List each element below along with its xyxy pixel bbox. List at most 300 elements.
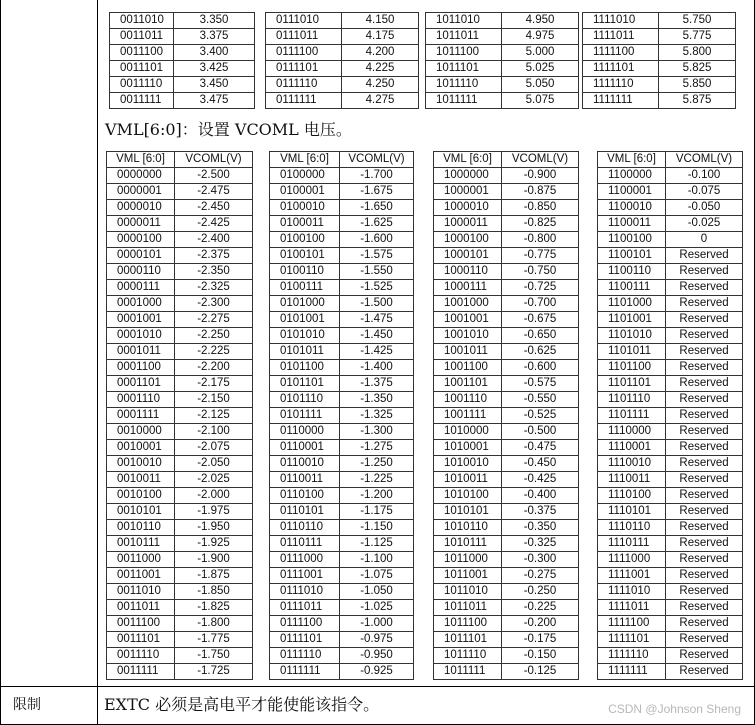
table-row <box>434 616 579 632</box>
table-row <box>110 93 255 109</box>
table-row <box>434 328 579 344</box>
value-cell: -1.950 <box>175 520 253 536</box>
value-cell: Reserved <box>666 328 743 344</box>
table-row <box>434 488 579 504</box>
code-cell: 1101111 <box>598 408 666 424</box>
table-row <box>107 552 253 568</box>
value-cell: -0.700 <box>502 296 579 312</box>
value-cell: -1.300 <box>340 424 414 440</box>
table-row <box>107 424 253 440</box>
code-cell: 1011010 <box>434 584 502 600</box>
table-row <box>270 424 414 440</box>
table-row <box>270 408 414 424</box>
value-cell: Reserved <box>666 616 743 632</box>
value-cell: Reserved <box>666 552 743 568</box>
table-row <box>107 456 253 472</box>
value-cell: -2.300 <box>175 296 253 312</box>
table-row <box>270 184 414 200</box>
table-row <box>583 29 736 45</box>
value-cell: -1.675 <box>340 184 414 200</box>
code-cell: 0111111 <box>266 93 342 109</box>
code-cell: 0100111 <box>270 280 340 296</box>
table-row <box>426 13 579 29</box>
value-cell: 4.975 <box>502 29 579 45</box>
value-cell: -1.450 <box>340 328 414 344</box>
code-cell: 1101011 <box>598 344 666 360</box>
table-row <box>598 584 743 600</box>
table-row <box>598 184 743 200</box>
value-cell: 5.775 <box>659 29 736 45</box>
code-cell: 0111010 <box>270 584 340 600</box>
code-cell: 0111101 <box>270 632 340 648</box>
header-code: VML [6:0] <box>270 152 340 168</box>
value-cell: -0.800 <box>502 232 579 248</box>
code-cell: 1111110 <box>598 648 666 664</box>
code-cell: 0111000 <box>270 552 340 568</box>
value-cell: -1.875 <box>175 568 253 584</box>
value-cell: 5.800 <box>659 45 736 61</box>
value-cell: 5.050 <box>502 77 579 93</box>
code-cell: 1011000 <box>434 552 502 568</box>
code-cell: 1111001 <box>598 568 666 584</box>
table-row <box>110 61 255 77</box>
code-cell: 1111100 <box>583 45 659 61</box>
value-cell: -2.100 <box>175 424 253 440</box>
code-cell: 0011010 <box>107 584 175 600</box>
code-cell: 1001000 <box>434 296 502 312</box>
value-cell: -1.475 <box>340 312 414 328</box>
top-table-4 <box>582 12 736 109</box>
code-cell: 1000100 <box>434 232 502 248</box>
code-cell: 1000000 <box>434 168 502 184</box>
value-cell: Reserved <box>666 472 743 488</box>
table-row <box>270 216 414 232</box>
value-cell: Reserved <box>666 632 743 648</box>
code-cell: 0111110 <box>266 77 342 93</box>
code-cell: 1100000 <box>598 168 666 184</box>
code-cell: 0101110 <box>270 392 340 408</box>
code-cell: 0010111 <box>107 536 175 552</box>
code-cell: 0001110 <box>107 392 175 408</box>
value-cell: Reserved <box>666 600 743 616</box>
code-cell: 0011101 <box>107 632 175 648</box>
value-cell: -2.225 <box>175 344 253 360</box>
table-row <box>107 488 253 504</box>
table-row <box>598 200 743 216</box>
code-cell: 0000111 <box>107 280 175 296</box>
table-row <box>107 504 253 520</box>
table-row <box>434 424 579 440</box>
header-code: VML [6:0] <box>434 152 502 168</box>
table-row <box>598 504 743 520</box>
table-row <box>110 77 255 93</box>
table-row <box>434 456 579 472</box>
limit-label: 限制 <box>13 697 41 713</box>
table-row <box>270 536 414 552</box>
code-cell: 0011000 <box>107 552 175 568</box>
value-cell: -1.375 <box>340 376 414 392</box>
table-row <box>434 296 579 312</box>
table-row <box>434 584 579 600</box>
table-row <box>426 29 579 45</box>
code-cell: 1011101 <box>434 632 502 648</box>
value-cell: -2.125 <box>175 408 253 424</box>
table-row <box>270 264 414 280</box>
code-cell: 1001101 <box>434 376 502 392</box>
code-cell: 1010110 <box>434 520 502 536</box>
code-cell: 1010011 <box>434 472 502 488</box>
code-cell: 1101000 <box>598 296 666 312</box>
value-cell: -1.400 <box>340 360 414 376</box>
table-row <box>434 520 579 536</box>
value-cell: Reserved <box>666 360 743 376</box>
table-row <box>270 200 414 216</box>
code-cell: 0001011 <box>107 344 175 360</box>
code-cell: 0000100 <box>107 232 175 248</box>
code-cell: 1110100 <box>598 488 666 504</box>
value-cell: -0.225 <box>502 600 579 616</box>
table-row <box>434 392 579 408</box>
value-cell: 3.425 <box>174 61 255 77</box>
value-cell: -1.025 <box>340 600 414 616</box>
table-row <box>107 632 253 648</box>
value-cell: 4.200 <box>342 45 419 61</box>
value-cell: -0.350 <box>502 520 579 536</box>
table-row <box>598 520 743 536</box>
table-row <box>107 280 253 296</box>
table-row <box>598 232 743 248</box>
code-cell: 0010110 <box>107 520 175 536</box>
code-cell: 1100110 <box>598 264 666 280</box>
value-cell: -0.325 <box>502 536 579 552</box>
value-cell: -1.225 <box>340 472 414 488</box>
value-cell: -2.250 <box>175 328 253 344</box>
code-cell: 0000000 <box>107 168 175 184</box>
value-cell: -1.275 <box>340 440 414 456</box>
table-row <box>107 200 253 216</box>
code-cell: 1101100 <box>598 360 666 376</box>
value-cell: -0.725 <box>502 280 579 296</box>
code-cell: 1101001 <box>598 312 666 328</box>
value-cell: Reserved <box>666 248 743 264</box>
table-row <box>434 264 579 280</box>
value-cell: -0.050 <box>666 200 743 216</box>
code-cell: 1011110 <box>426 77 502 93</box>
table-row <box>598 440 743 456</box>
value-cell: -0.100 <box>666 168 743 184</box>
code-cell: 0010100 <box>107 488 175 504</box>
code-cell: 1000111 <box>434 280 502 296</box>
code-cell: 0110000 <box>270 424 340 440</box>
code-cell: 1100001 <box>598 184 666 200</box>
value-cell: -0.600 <box>502 360 579 376</box>
value-cell: -0.525 <box>502 408 579 424</box>
value-cell: 5.750 <box>659 13 736 29</box>
table-row <box>434 376 579 392</box>
table-row <box>426 77 579 93</box>
code-cell: 0001111 <box>107 408 175 424</box>
code-cell: 1000001 <box>434 184 502 200</box>
value-cell: 4.150 <box>342 13 419 29</box>
code-cell: 0101011 <box>270 344 340 360</box>
code-cell: 1011010 <box>426 13 502 29</box>
code-cell: 1100111 <box>598 280 666 296</box>
value-cell: Reserved <box>666 440 743 456</box>
code-cell: 0111111 <box>270 664 340 680</box>
code-cell: 1001110 <box>434 392 502 408</box>
value-cell: Reserved <box>666 456 743 472</box>
value-cell: -1.325 <box>340 408 414 424</box>
table-row <box>583 13 736 29</box>
table-row <box>598 536 743 552</box>
value-cell: -0.625 <box>502 344 579 360</box>
value-cell: -1.625 <box>340 216 414 232</box>
value-cell: -0.500 <box>502 424 579 440</box>
table-row <box>598 488 743 504</box>
code-cell: 0101010 <box>270 328 340 344</box>
code-cell: 0100010 <box>270 200 340 216</box>
table-row <box>598 424 743 440</box>
value-cell: Reserved <box>666 520 743 536</box>
value-cell: -1.775 <box>175 632 253 648</box>
table-row <box>270 472 414 488</box>
value-cell: -1.975 <box>175 504 253 520</box>
header-value: VCOML(V) <box>175 152 253 168</box>
table-row <box>107 296 253 312</box>
table-row <box>270 488 414 504</box>
table-row <box>107 392 253 408</box>
value-cell: -1.425 <box>340 344 414 360</box>
code-cell: 1011011 <box>426 29 502 45</box>
table-row <box>598 600 743 616</box>
table-row <box>270 248 414 264</box>
table-row <box>107 472 253 488</box>
code-cell: 1110011 <box>598 472 666 488</box>
code-cell: 1111010 <box>583 13 659 29</box>
table-row <box>107 664 253 680</box>
value-cell: 5.850 <box>659 77 736 93</box>
top-table-2 <box>265 12 419 109</box>
value-cell: -1.575 <box>340 248 414 264</box>
code-cell: 0011010 <box>110 13 174 29</box>
code-cell: 0110110 <box>270 520 340 536</box>
table-row <box>107 568 253 584</box>
table-row <box>598 248 743 264</box>
value-cell: -0.250 <box>502 584 579 600</box>
code-cell: 1111111 <box>598 664 666 680</box>
code-cell: 1010010 <box>434 456 502 472</box>
value-cell: -1.175 <box>340 504 414 520</box>
table-row <box>270 344 414 360</box>
code-cell: 0110111 <box>270 536 340 552</box>
value-cell: -2.275 <box>175 312 253 328</box>
code-cell: 1111011 <box>583 29 659 45</box>
value-cell: -0.750 <box>502 264 579 280</box>
code-cell: 1010101 <box>434 504 502 520</box>
value-cell: 3.350 <box>174 13 255 29</box>
table-row <box>598 408 743 424</box>
vml-table-4 <box>597 151 743 680</box>
value-cell: -2.050 <box>175 456 253 472</box>
code-cell: 0101001 <box>270 312 340 328</box>
table-row <box>434 248 579 264</box>
code-cell: 1110110 <box>598 520 666 536</box>
value-cell: -0.900 <box>502 168 579 184</box>
table-row <box>110 29 255 45</box>
code-cell: 0001000 <box>107 296 175 312</box>
code-cell: 1011111 <box>434 664 502 680</box>
code-cell: 1110010 <box>598 456 666 472</box>
value-cell: -0.650 <box>502 328 579 344</box>
value-cell: -2.450 <box>175 200 253 216</box>
table-row <box>266 13 419 29</box>
table-row <box>583 61 736 77</box>
value-cell: Reserved <box>666 664 743 680</box>
code-cell: 0111011 <box>270 600 340 616</box>
code-cell: 0011101 <box>110 61 174 77</box>
value-cell: -0.400 <box>502 488 579 504</box>
table-row <box>426 93 579 109</box>
table-row <box>434 536 579 552</box>
table-row <box>270 664 414 680</box>
table-row <box>266 29 419 45</box>
value-cell: -1.800 <box>175 616 253 632</box>
limit-text: EXTC 必须是高电平才能使能该指令。 <box>104 695 380 714</box>
value-cell: -0.950 <box>340 648 414 664</box>
value-cell: -0.825 <box>502 216 579 232</box>
code-cell: 1101010 <box>598 328 666 344</box>
code-cell: 1001011 <box>434 344 502 360</box>
table-row <box>434 312 579 328</box>
value-cell: -1.550 <box>340 264 414 280</box>
table-row <box>598 616 743 632</box>
table-row <box>434 472 579 488</box>
code-cell: 1101110 <box>598 392 666 408</box>
code-cell: 1011100 <box>434 616 502 632</box>
value-cell: 4.250 <box>342 77 419 93</box>
value-cell: Reserved <box>666 504 743 520</box>
table-row <box>270 312 414 328</box>
table-row <box>598 664 743 680</box>
table-row <box>598 328 743 344</box>
value-cell: -0.775 <box>502 248 579 264</box>
table-row <box>266 61 419 77</box>
code-cell: 0010001 <box>107 440 175 456</box>
table-row <box>583 77 736 93</box>
value-cell: -2.025 <box>175 472 253 488</box>
code-cell: 1111011 <box>598 600 666 616</box>
table-row <box>598 632 743 648</box>
table-row <box>434 632 579 648</box>
header-code: VML [6:0] <box>598 152 666 168</box>
value-cell: -1.100 <box>340 552 414 568</box>
table-row <box>434 360 579 376</box>
table-row <box>434 200 579 216</box>
code-cell: 1100010 <box>598 200 666 216</box>
code-cell: 0100000 <box>270 168 340 184</box>
table-row <box>107 600 253 616</box>
code-cell: 1000101 <box>434 248 502 264</box>
code-cell: 1011111 <box>426 93 502 109</box>
code-cell: 1111000 <box>598 552 666 568</box>
value-cell: -1.750 <box>175 648 253 664</box>
code-cell: 1110111 <box>598 536 666 552</box>
value-cell: Reserved <box>666 424 743 440</box>
table-row <box>434 648 579 664</box>
header-code: VML [6:0] <box>107 152 175 168</box>
table-row <box>107 408 253 424</box>
table-row <box>434 184 579 200</box>
table-row <box>434 408 579 424</box>
table-row <box>434 280 579 296</box>
value-cell: -0.550 <box>502 392 579 408</box>
code-cell: 1111100 <box>598 616 666 632</box>
value-cell: -2.350 <box>175 264 253 280</box>
table-row <box>270 328 414 344</box>
value-cell: Reserved <box>666 408 743 424</box>
code-cell: 0111100 <box>270 616 340 632</box>
table-row <box>598 280 743 296</box>
code-cell: 0100001 <box>270 184 340 200</box>
table-row <box>434 664 579 680</box>
code-cell: 1010001 <box>434 440 502 456</box>
table-row <box>434 568 579 584</box>
table-row <box>270 360 414 376</box>
code-cell: 1011100 <box>426 45 502 61</box>
code-cell: 1010111 <box>434 536 502 552</box>
code-cell: 1011011 <box>434 600 502 616</box>
code-cell: 0111010 <box>266 13 342 29</box>
value-cell: -1.725 <box>175 664 253 680</box>
value-cell: -0.275 <box>502 568 579 584</box>
value-cell: -2.475 <box>175 184 253 200</box>
table-row <box>107 232 253 248</box>
table-row <box>270 376 414 392</box>
table-row <box>270 568 414 584</box>
value-cell: -1.000 <box>340 616 414 632</box>
value-cell: Reserved <box>666 296 743 312</box>
value-cell: -2.325 <box>175 280 253 296</box>
table-row <box>270 616 414 632</box>
table-row <box>598 472 743 488</box>
value-cell: -0.200 <box>502 616 579 632</box>
value-cell: -2.425 <box>175 216 253 232</box>
code-cell: 1100011 <box>598 216 666 232</box>
table-row <box>110 13 255 29</box>
table-row <box>434 504 579 520</box>
code-cell: 0011111 <box>107 664 175 680</box>
code-cell: 1011001 <box>434 568 502 584</box>
value-cell: -1.350 <box>340 392 414 408</box>
table-row <box>598 296 743 312</box>
code-cell: 1000110 <box>434 264 502 280</box>
code-cell: 0010000 <box>107 424 175 440</box>
table-row <box>270 232 414 248</box>
value-cell: Reserved <box>666 488 743 504</box>
value-cell: Reserved <box>666 376 743 392</box>
table-row <box>270 648 414 664</box>
value-cell: Reserved <box>666 280 743 296</box>
table-row <box>270 600 414 616</box>
code-cell: 0010101 <box>107 504 175 520</box>
code-cell: 1011101 <box>426 61 502 77</box>
table-row <box>434 168 579 184</box>
vml-table-3 <box>433 151 579 680</box>
table-row <box>434 552 579 568</box>
table-row <box>598 648 743 664</box>
value-cell: -0.375 <box>502 504 579 520</box>
table-row <box>107 248 253 264</box>
